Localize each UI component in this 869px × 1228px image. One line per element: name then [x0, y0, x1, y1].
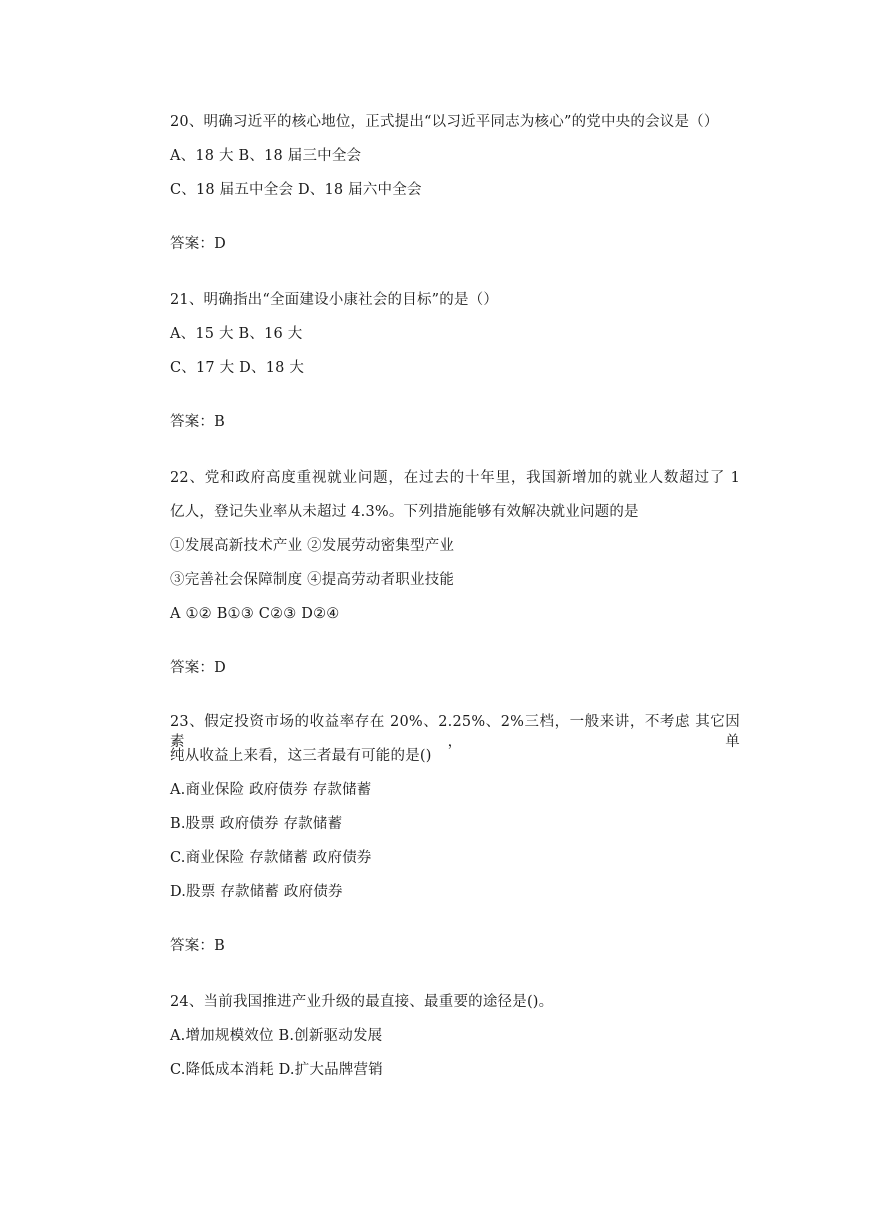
- question-23-stem-line-2: 纯从收益上来看，这三者最有可能的是(): [170, 748, 432, 764]
- question-22-option-line-2: ③完善社会保障制度 ④提高劳动者职业技能: [170, 572, 455, 588]
- question-22-answer: 答案：D: [170, 660, 226, 676]
- question-20-answer: 答案：D: [170, 236, 226, 252]
- question-23-stem-line-1: 23、假定投资市场的收益率存在 20%、2.25%、2%三档，一般来讲，不考虑 其它因素，单: [170, 714, 740, 750]
- question-23-option-b: B.股票 政府债券 存款储蓄: [170, 816, 343, 832]
- question-24-option-line-2: C.降低成本消耗 D.扩大品牌营销: [170, 1062, 383, 1078]
- question-20-option-line-2: C、18 届五中全会 D、18 届六中全会: [170, 182, 422, 198]
- question-22-option-line-3: A ①② B①③ C②③ D②④: [170, 606, 340, 622]
- question-21-answer: 答案：B: [170, 414, 225, 430]
- question-22-option-line-1: ①发展高新技术产业 ②发展劳动密集型产业: [170, 538, 455, 554]
- question-21-stem: 21、明确指出“全面建设小康社会的目标”的是（）: [170, 292, 499, 308]
- question-23-answer: 答案：B: [170, 938, 225, 954]
- question-24-option-line-1: A.增加规模效位 B.创新驱动发展: [170, 1028, 383, 1044]
- question-23-option-d: D.股票 存款储蓄 政府债券: [170, 884, 343, 900]
- question-20-option-line-1: A、18 大 B、18 届三中全会: [170, 148, 362, 164]
- question-22-stem-line-1: 22、党和政府高度重视就业问题，在过去的十年里，我国新增加的就业人数超过了 1: [170, 470, 740, 486]
- question-24-stem: 24、当前我国推进产业升级的最直接、最重要的途径是()。: [170, 994, 554, 1010]
- question-21-option-line-1: A、15 大 B、16 大: [170, 326, 303, 342]
- question-23-option-c: C.商业保险 存款储蓄 政府债券: [170, 850, 372, 866]
- question-21-option-line-2: C、17 大 D、18 大: [170, 360, 305, 376]
- question-22-stem-line-2: 亿人，登记失业率从未超过 4.3%。下列措施能够有效解决就业问题的是: [170, 504, 639, 520]
- question-23-option-a: A.商业保险 政府债券 存款储蓄: [170, 782, 372, 798]
- question-20-stem: 20、明确习近平的核心地位，正式提出“以习近平同志为核心”的党中央的会议是（）: [170, 114, 719, 130]
